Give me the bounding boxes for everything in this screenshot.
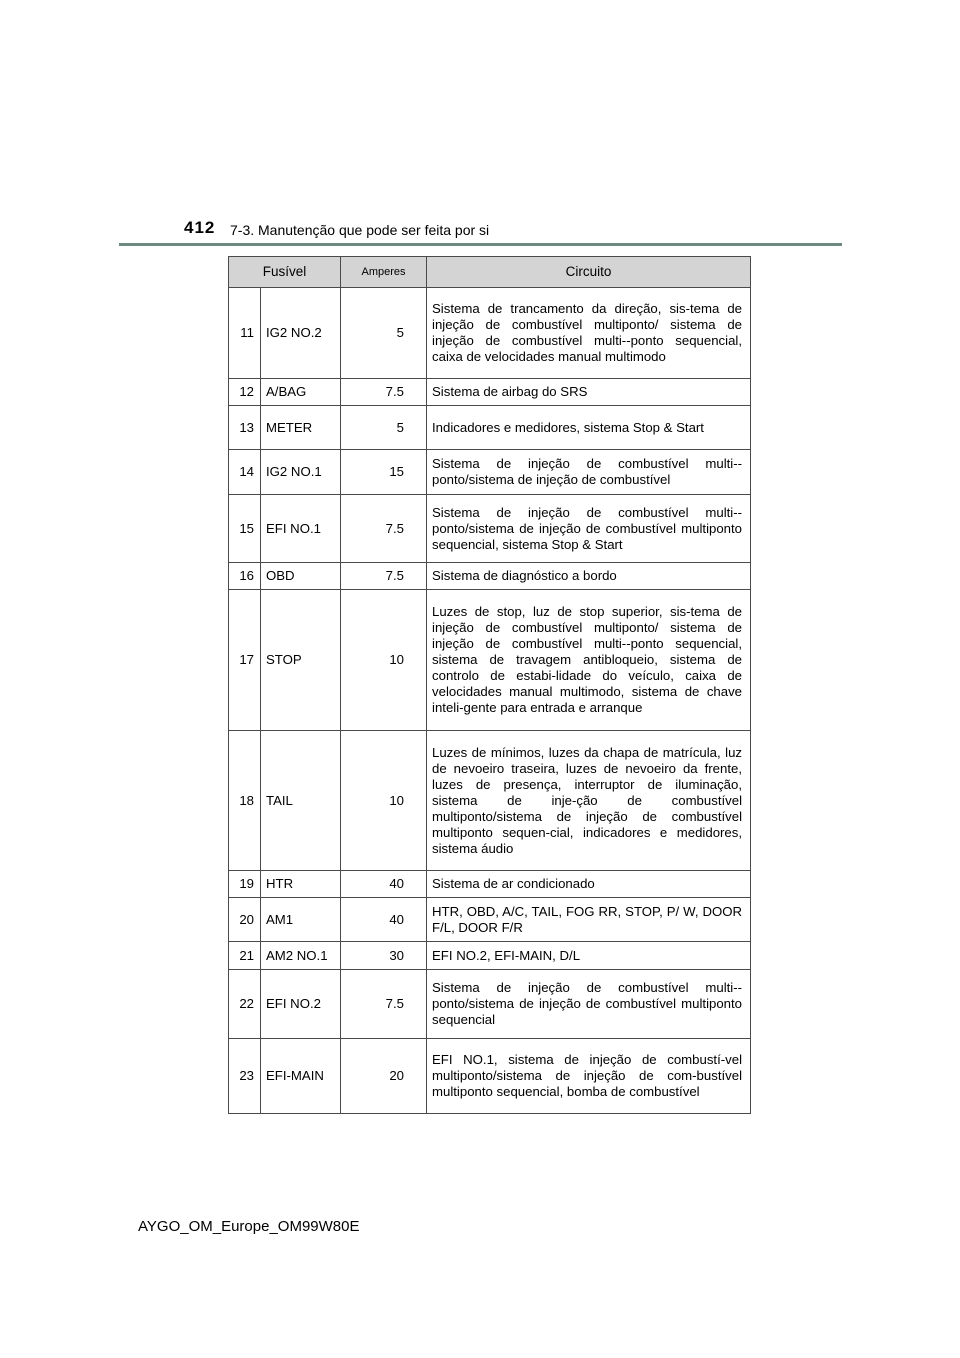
fuse-amperes: 7.5	[341, 970, 427, 1039]
table-row	[229, 590, 751, 731]
fuse-amperes: 20	[341, 1039, 427, 1114]
fuse-number: 19	[229, 871, 261, 898]
fuse-name: AM2 NO.1	[261, 942, 341, 970]
table-header-row	[229, 257, 751, 288]
header-divider	[119, 243, 842, 246]
fuse-name: STOP	[261, 590, 341, 731]
fuse-amperes: 15	[341, 450, 427, 495]
table-row	[229, 450, 751, 495]
fuse-amperes: 7.5	[341, 379, 427, 406]
fuse-circuit: Sistema de injeção de combustível multi--ponto/sistema de injeção de combustível multiponto sequencial	[427, 970, 751, 1039]
fuse-number: 15	[229, 495, 261, 563]
fuse-column-header: Fusível	[229, 257, 341, 288]
fuse-number: 12	[229, 379, 261, 406]
fuse-name: AM1	[261, 898, 341, 942]
fuse-name: A/BAG	[261, 379, 341, 406]
fuse-circuit: Luzes de stop, luz de stop superior, sis-tema de injeção de combustível multiponto/ sistema de injeção de combustível multi--ponto sequencial, sistema de travagem antibloqueio, sistema de controlo de estabi-lidade do veículo, caixa de velocidades manual multimodo, sistema de chave inteli-gente para entrada e arranque	[427, 590, 751, 731]
fuse-circuit: Sistema de injeção de combustível multi--ponto/sistema de injeção de combustível	[427, 450, 751, 495]
table-row	[229, 288, 751, 379]
fuse-amperes: 10	[341, 590, 427, 731]
table-row	[229, 731, 751, 871]
fuse-number: 23	[229, 1039, 261, 1114]
fuse-amperes: 10	[341, 731, 427, 871]
fuse-number: 16	[229, 563, 261, 590]
fuse-number: 22	[229, 970, 261, 1039]
fuse-circuit: EFI NO.2, EFI-MAIN, D/L	[427, 942, 751, 970]
fuse-table	[228, 256, 751, 1114]
table-row	[229, 406, 751, 450]
fuse-number: 17	[229, 590, 261, 731]
table-row	[229, 563, 751, 590]
table-row	[229, 379, 751, 406]
fuse-name: HTR	[261, 871, 341, 898]
page-number: 412	[184, 218, 216, 237]
fuse-name: OBD	[261, 563, 341, 590]
fuse-amperes: 40	[341, 898, 427, 942]
table-row	[229, 1039, 751, 1114]
section-title: 7-3. Manutenção que pode ser feita por si	[230, 222, 490, 238]
fuse-circuit: Sistema de ar condicionado	[427, 871, 751, 898]
fuse-name: EFI-MAIN	[261, 1039, 341, 1114]
table-row	[229, 970, 751, 1039]
table-row	[229, 871, 751, 898]
fuse-name: IG2 NO.2	[261, 288, 341, 379]
fuse-circuit: Indicadores e medidores, sistema Stop & Start	[427, 406, 751, 450]
fuse-amperes: 5	[341, 406, 427, 450]
fuse-circuit: Sistema de airbag do SRS	[427, 379, 751, 406]
table-row	[229, 898, 751, 942]
fuse-number: 11	[229, 288, 261, 379]
fuse-circuit: Sistema de injeção de combustível multi--ponto/sistema de injeção de combustível multiponto sequencial, sistema Stop & Start	[427, 495, 751, 563]
fuse-number: 18	[229, 731, 261, 871]
fuse-name: TAIL	[261, 731, 341, 871]
fuse-circuit: Sistema de diagnóstico a bordo	[427, 563, 751, 590]
fuse-circuit: Sistema de trancamento da direção, sis-tema de injeção de combustível multiponto/ sistema de injeção de combustível multi--ponto sequencial, caixa de velocidades manual multimodo	[427, 288, 751, 379]
fuse-circuit: EFI NO.1, sistema de injeção de combustí-vel multiponto/sistema de injeção de com-bustível multiponto sequencial, bomba de combustível	[427, 1039, 751, 1114]
fuse-number: 20	[229, 898, 261, 942]
fuse-amperes: 5	[341, 288, 427, 379]
fuse-name: EFI NO.2	[261, 970, 341, 1039]
fuse-amperes: 7.5	[341, 495, 427, 563]
fuse-number: 13	[229, 406, 261, 450]
amperes-column-header: Amperes	[341, 257, 427, 288]
document-code: AYGO_OM_Europe_OM99W80E	[138, 1218, 360, 1235]
fuse-name: METER	[261, 406, 341, 450]
fuse-number: 21	[229, 942, 261, 970]
fuse-amperes: 30	[341, 942, 427, 970]
fuse-circuit: Luzes de mínimos, luzes da chapa de matrícula, luz de nevoeiro traseira, luzes de nevoeiro da frente, luzes de presença, interruptor de iluminação, sistema de inje-ção de combustível multiponto/sistema de injeção de combustível multiponto sequen-cial, indicadores e medidores, sistema áudio	[427, 731, 751, 871]
table-row	[229, 495, 751, 563]
fuse-amperes: 40	[341, 871, 427, 898]
fuse-amperes: 7.5	[341, 563, 427, 590]
table-row	[229, 942, 751, 970]
fuse-circuit: HTR, OBD, A/C, TAIL, FOG RR, STOP, P/ W, DOOR F/L, DOOR F/R	[427, 898, 751, 942]
fuse-name: IG2 NO.1	[261, 450, 341, 495]
fuse-number: 14	[229, 450, 261, 495]
circuit-column-header: Circuito	[427, 257, 751, 288]
fuse-name: EFI NO.1	[261, 495, 341, 563]
